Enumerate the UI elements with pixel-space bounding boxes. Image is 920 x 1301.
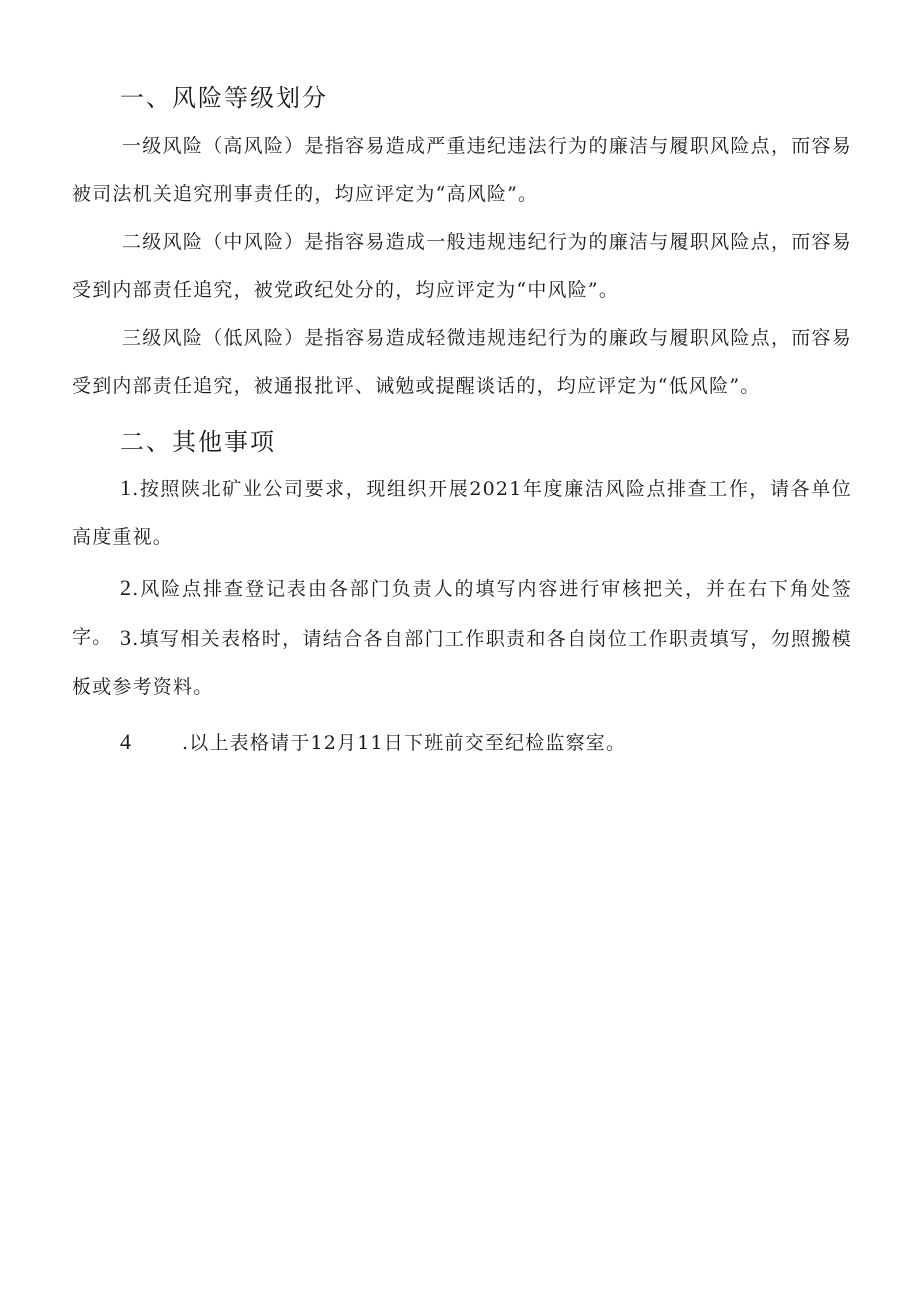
list-item-text: .按照陕北矿业公司要求，现组织开展2021年度廉洁风险点排查工作，请各单位高度重视。 [72, 478, 852, 548]
list-item-text: .填写相关表格时，请结合各自部门工作职责和各自岗位工作职责填写，勿照搬模板或参考资料。 [72, 628, 852, 698]
list-item-number: 2 [120, 575, 133, 600]
list-item-number: 3 [120, 625, 133, 650]
paragraph-level-3-risk: 三级风险（低风险）是指容易造成轻微违规违纪行为的廉政与履职风险点，而容易受到内部责任追究，被通报批评、诫勉或提醒谈话的，均应评定为“低风险”。 [72, 327, 852, 397]
list-item-text: .风险点排查登记表由各部门负责人的填写内容进行审核把关，并在右下角处签字。 [72, 578, 852, 648]
section-heading-other-matters: 二、其他事项 [120, 428, 276, 456]
list-item-4 [72, 718, 852, 767]
paragraph-level-1-risk: 一级风险（高风险）是指容易造成严重违纪违法行为的廉洁与履职风险点，而容易被司法机关追究刑事责任的，均应评定为“高风险”。 [72, 135, 852, 205]
list-item-text: .以上表格请于12月11日下班前交至纪检监察室。 [182, 732, 627, 754]
list-item-1 [72, 464, 852, 561]
section-heading-risk-levels: 一、风险等级划分 [120, 84, 328, 112]
list-item-number: 4 [120, 729, 133, 754]
list-item-number: 1 [120, 475, 133, 500]
list-item-3 [72, 614, 852, 711]
paragraph-level-2-risk: 二级风险（中风险）是指容易造成一般违规违纪行为的廉洁与履职风险点，而容易受到内部责任追究，被党政纪处分的，均应评定为“中风险”。 [72, 231, 852, 301]
